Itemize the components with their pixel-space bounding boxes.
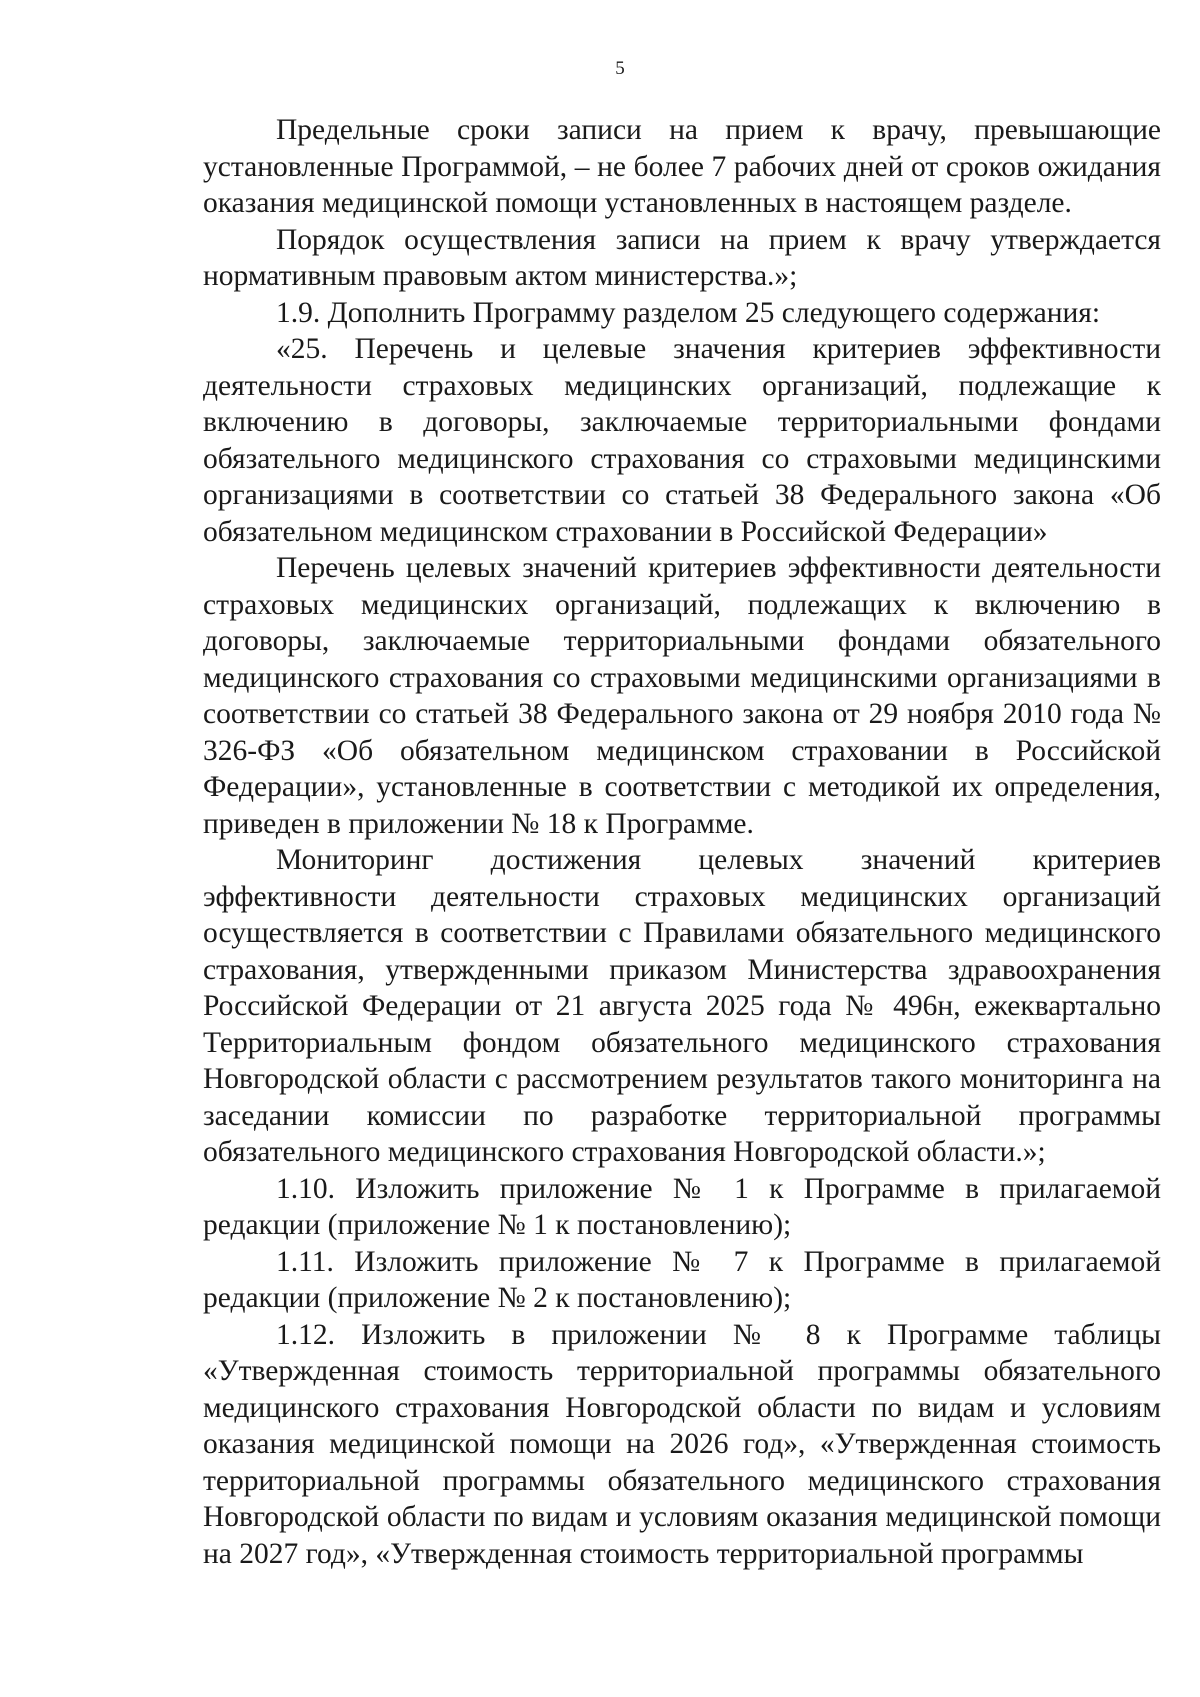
paragraph-item-1-10: 1.10. Изложить приложение № 1 к Программе в прилагаемой редакции (приложение № 1 к постановлению); [203,1172,1161,1241]
paragraph-item-1-12: 1.12. Изложить в приложении № 8 к Программе таблицы «Утвержденная стоимость территориальной программы обязательного медицинского страхования Новгородской области по видам и условиям оказания медицинской помощи на 2026 год», «Утвержденная стоимость территориальной программы обязательного медицинского страхования Новгородской области по видам и условиям оказания медицинской помощи на 2027 год», «Утвержденная стоимость территориальной программы [203,1318,1161,1570]
paragraph-item-1-11: 1.11. Изложить приложение № 7 к Программе в прилагаемой редакции (приложение № 2 к постановлению); [203,1245,1161,1314]
paragraph-criteria-list: Перечень целевых значений критериев эффективности деятельности страховых медицинских организаций, подлежащих к включению в договоры, заключаемые территориальными фондами обязательного медицинского страхования со страховыми медицинскими организациями в соответствии со статьей 38 Федерального закона от 29 ноября 2010 года № 326-ФЗ «Об обязательном медицинском страховании в Российской Федерации», установленные в соответствии с методикой их определения, приведен в приложении № 18 к Программе. [203,552,1161,840]
paragraph-appointment-procedure: Порядок осуществления записи на прием к врачу утверждается нормативным правовым актом министерства.»; [203,223,1161,292]
paragraph-appointment-deadlines: Предельные сроки записи на прием к врачу, превышающие установленные Программой, – не более 7 рабочих дней от сроков ожидания оказания медицинской помощи установленных в настоящем разделе. [203,114,1161,219]
paragraph-monitoring: Мониторинг достижения целевых значений критериев эффективности деятельности страховых медицинских организаций осуществляется в соответствии с Правилами обязательного медицинского страхования, утвержденными приказом Министерства здравоохранения Российской Федерации от 21 августа 2025 года № 496н, ежеквартально Территориальным фондом обязательного медицинского страхования Новгородской области с рассмотрением результатов такого мониторинга на заседании комиссии по разработке территориальной программы обязательного медицинского страхования Новгородской области.»; [203,844,1161,1168]
document-body [203,112,1161,1572]
paragraph-item-1-9: 1.9. Дополнить Программу разделом 25 следующего содержания: [276,296,1101,329]
page-number: 5 [615,58,625,79]
paragraph-section-25-title: «25. Перечень и целевые значения критериев эффективности деятельности страховых медицинских организаций, подлежащие к включению в договоры, заключаемые территориальными фондами обязательного медицинского страхования со страховыми медицинскими организациями в соответствии со статьей 38 Федерального закона «Об обязательном медицинском страховании в Российской Федерации» [203,333,1161,548]
